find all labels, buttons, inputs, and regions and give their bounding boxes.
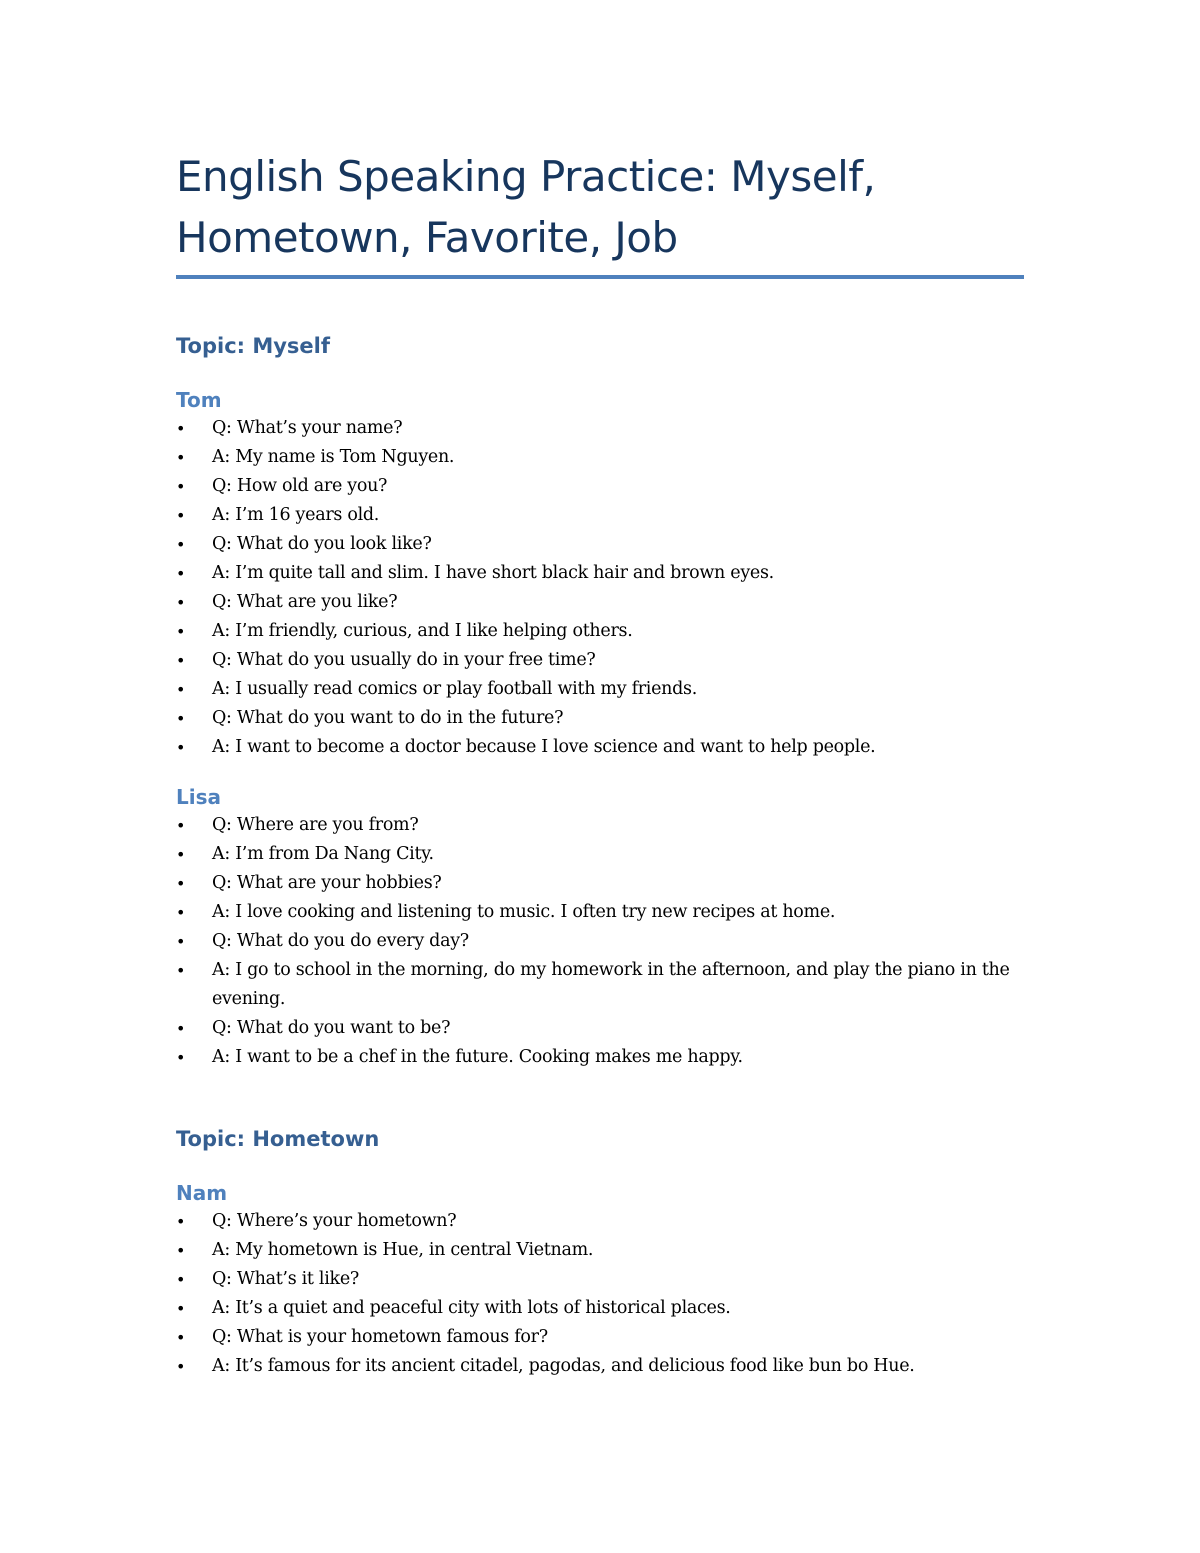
document-content <box>176 146 1024 1381</box>
bullet-icon: • <box>176 738 186 757</box>
qa-list-nam <box>176 1207 1024 1381</box>
list-item: • Q: What are your hobbies? <box>176 869 1024 898</box>
topic-hometown <box>176 1125 1024 1381</box>
bullet-icon: • <box>176 1270 186 1289</box>
bullet-icon: • <box>176 845 186 864</box>
speaker-name-lisa: Lisa <box>176 785 221 809</box>
list-item: • A: My hometown is Hue, in central Vietnam. <box>176 1236 1024 1265</box>
bullet-icon: • <box>176 506 186 525</box>
bullet-icon: • <box>176 448 186 467</box>
list-item: • Q: What do you look like? <box>176 530 1024 559</box>
bullet-icon: • <box>176 709 186 728</box>
list-item: • A: I’m 16 years old. <box>176 501 1024 530</box>
bullet-icon: • <box>176 1048 186 1067</box>
list-item: • A: It’s famous for its ancient citadel, pagodas, and delicious food like bun bo Hue. <box>176 1352 1024 1381</box>
list-item: • Q: What do you do every day? <box>176 927 1024 956</box>
list-item: • A: I love cooking and listening to music. I often try new recipes at home. <box>176 898 1024 927</box>
document-title <box>176 146 1024 268</box>
qa-list-lisa <box>176 811 1024 1072</box>
list-item: • A: It’s a quiet and peaceful city with lots of historical places. <box>176 1294 1024 1323</box>
bullet-icon: • <box>176 1328 186 1347</box>
bullet-icon: • <box>176 961 186 980</box>
list-item: • Q: Where are you from? <box>176 811 1024 840</box>
topic-myself <box>176 332 1024 1072</box>
bullet-icon: • <box>176 593 186 612</box>
list-item: • Q: Where’s your hometown? <box>176 1207 1024 1236</box>
bullet-icon: • <box>176 564 186 583</box>
bullet-icon: • <box>176 903 186 922</box>
bullet-icon: • <box>176 419 186 438</box>
bullet-icon: • <box>176 535 186 554</box>
bullet-icon: • <box>176 1357 186 1376</box>
list-item: • A: I go to school in the morning, do my homework in the afternoon, and play the piano in the evening. <box>176 956 1024 1014</box>
list-item: • Q: What’s your name? <box>176 414 1024 443</box>
bullet-icon: • <box>176 1241 186 1260</box>
list-item: • A: I’m friendly, curious, and I like helping others. <box>176 617 1024 646</box>
bullet-icon: • <box>176 477 186 496</box>
list-item: • Q: What’s it like? <box>176 1265 1024 1294</box>
list-item: • Q: What do you want to be? <box>176 1014 1024 1043</box>
speaker-name-nam: Nam <box>176 1181 228 1205</box>
bullet-icon: • <box>176 1019 186 1038</box>
list-item: • A: My name is Tom Nguyen. <box>176 443 1024 472</box>
list-item: • A: I usually read comics or play football with my friends. <box>176 675 1024 704</box>
bullet-icon: • <box>176 932 186 951</box>
list-item: • Q: What do you usually do in your free time? <box>176 646 1024 675</box>
bullet-icon: • <box>176 651 186 670</box>
topic-heading: Topic: Hometown <box>176 1127 380 1151</box>
title-line-1: English Speaking Practice: Myself, <box>176 152 876 201</box>
list-item: • A: I’m quite tall and slim. I have short black hair and brown eyes. <box>176 559 1024 588</box>
list-item: • Q: What are you like? <box>176 588 1024 617</box>
speaker-name-tom: Tom <box>176 388 222 412</box>
list-item: • Q: What is your hometown famous for? <box>176 1323 1024 1352</box>
list-item: • A: I’m from Da Nang City. <box>176 840 1024 869</box>
list-item: • A: I want to become a doctor because I love science and want to help people. <box>176 733 1024 762</box>
bullet-icon: • <box>176 874 186 893</box>
topic-heading: Topic: Myself <box>176 334 331 358</box>
list-item: • Q: What do you want to do in the future? <box>176 704 1024 733</box>
list-item: • Q: How old are you? <box>176 472 1024 501</box>
bullet-icon: • <box>176 1212 186 1231</box>
bullet-icon: • <box>176 622 186 641</box>
list-item: • A: I want to be a chef in the future. Cooking makes me happy. <box>176 1043 1024 1072</box>
bullet-icon: • <box>176 680 186 699</box>
qa-list-tom <box>176 414 1024 762</box>
bullet-icon: • <box>176 1299 186 1318</box>
bullet-icon: • <box>176 816 186 835</box>
title-line-2: Hometown, Favorite, Job <box>176 213 678 262</box>
